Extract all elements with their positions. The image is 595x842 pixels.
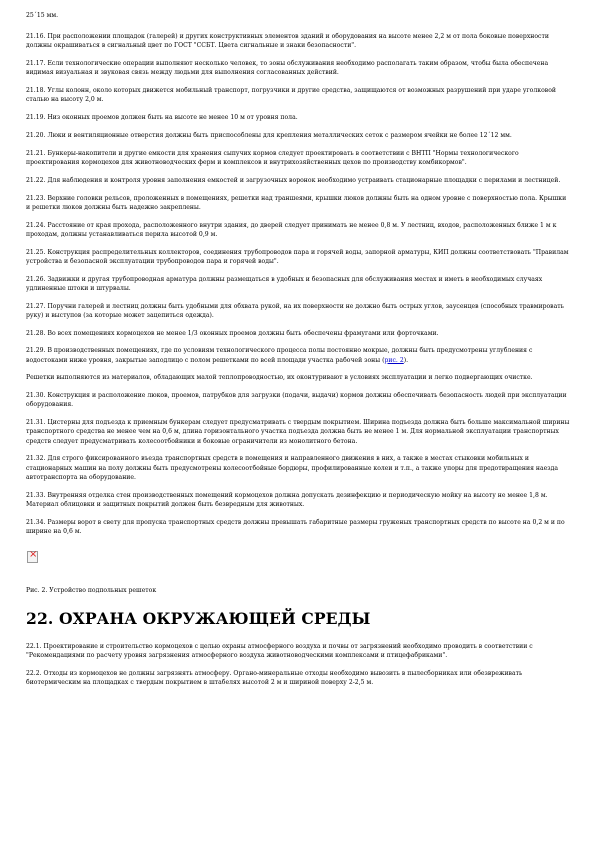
paragraphs-top xyxy=(26,11,570,338)
paragraph: 21.27. Поручни галерей и лестниц должны быть удобными для обхвата рукой, на их поверхности не должно быть острых углов, заусенцев (способных травмировать руку) и выступов (за которые может зацепиться одежда). xyxy=(26,302,565,319)
paragraph: 21.16. При расположении площадок (галерей) и других конструктивных элементов зданий и оборудования на высоте менее 2,2 м от пола боковые поверхности должны окрашиваться в сигнальный цвет по ГОСТ "ССБТ. Цвета сигнальные и знаки безопасности". xyxy=(26,33,549,50)
paragraph: 21.23. Верхние головки рельсов, проложенных в помещениях, решетки над траншеями, крышки люков должны быть на одном уровне с поверхностью пола. Крышки и решетки люков должны быть надежно закреплены. xyxy=(26,194,567,211)
paragraph: 21.32. Для строго фиксированного въезда транспортных средств в помещения и направленного движения в них, а также в местах стыковки мобильных и стационарных машин на полу должны быть предусмотрены колесоотбойные бордюры, профилированные колеи и т.п., а также упоры для предотвращения наезда автотранспорта на оборудование. xyxy=(26,455,559,481)
paragraph-text-end: ). xyxy=(403,356,409,364)
paragraph: 21.22. Для наблюдения и контроля уровня заполнения емкостей и загрузочных воронок необходимо устраивать стационарные площадки с перилами и лестницей. xyxy=(26,176,561,184)
paragraph: 21.28. Во всех помещениях кормоцехов не менее 1/3 оконных проемов должны быть обеспечены фрамугами или форточками. xyxy=(26,329,439,337)
paragraph: 21.19. Низ оконных проемов должен быть на высоте не менее 10 м от уровня пола. xyxy=(26,114,298,122)
paragraph: 25´15 мм. xyxy=(26,12,59,19)
paragraph: 21.21. Бункеры-накопители и другие емкости для хранения сыпучих кормов следует проектировать в соответствии с ВНТП "Нормы технологического проектирования кормоцехов для животноводческих ферм и комплексов и внутрихозяйственных цехов по производству комбикормов". xyxy=(26,149,519,166)
paragraph-21-29 xyxy=(26,346,570,364)
paragraph: 21.24. Расстояние от края прохода, расположенного внутри здания, до дверей следует принимать не менее 0,8 м. У лестниц, входов, расположенных ближе 1 м к проходам, должны устанавливаться перила высотой 0,9 м. xyxy=(26,221,557,238)
paragraph: 21.17. Если технологические операции выполняют несколько человек, то зоны обслуживания необходимо располагать таким образом, чтобы была обеспечена видимая визуальная и звуковая связь между людьми для выполнения согласованных действий. xyxy=(26,60,549,77)
paragraphs-bottom xyxy=(26,642,570,687)
section-heading: 22. ОХРАНА ОКРУЖАЮЩЕЙ СРЕДЫ xyxy=(26,608,371,628)
paragraph: Решетки выполняются из материалов, обладающих малой теплопроводностью, их оконтуривают в условиях эксплуатации и легко подвергающих очистке. xyxy=(26,374,533,382)
paragraphs-mid xyxy=(26,373,570,536)
broken-image-icon xyxy=(27,551,38,563)
paragraph-text: 21.29. В производственных помещениях, где по условиям технологического процесса полы постоянно мокрые, должны быть предусмотрены углубления с водостоками ниже уровня, закрытые заподлицо с полом решетками по всей площади участка рабочей зоны ( xyxy=(26,347,533,364)
figure-caption: Рис. 2. Устройство подпольных решеток xyxy=(26,586,157,594)
paragraph: 21.25. Конструкция распределительных коллекторов, соединения трубопроводов пара и горячей воды, запорной арматуры, КИП должны соответствовать "Правилам устройства и безопасной эксплуатации трубопроводов пара и горячей воды". xyxy=(26,248,569,265)
paragraph: 22.2. Отходы из кормоцехов не должны загрязнять атмосферу. Органо-минеральные отходы необходимо вывозить в пылесборниках или обезвреживать биотермическим на площадках с твердым покрытием в штабелях высотой 2 м и шириной поверху 2-2,5 м. xyxy=(26,669,523,686)
paragraph: 21.18. Углы колонн, около которых движется мобильный транспорт, погрузчики и другие средства, защищаются от возможных разрушений при ударе уголковой сталью на высоту 2,0 м. xyxy=(26,87,557,104)
paragraph: 22.1. Проектирование и строительство кормоцехов с целью охраны атмосферного воздуха и почвы от загрязнений необходимо проводить в соответствии с "Рекомендациями по расчету уровня загрязнения атмосферного воздуха животноводческими комплексами и птицефабриками". xyxy=(26,642,533,659)
paragraph: 21.34. Размеры ворот в свету для пропуска транспортных средств должны превышать габаритные размеры груженых транспортных средств по высоте на 0,2 м и по ширине на 0,6 м. xyxy=(26,518,565,535)
paragraph: 21.20. Люки и вентиляционные отверстия должны быть приспособлены для крепления металлических сеток с размером ячейки не более 12´12 мм. xyxy=(26,132,512,139)
document-page xyxy=(26,11,570,696)
figure-2 xyxy=(26,545,570,595)
paragraph: 21.33. Внутренняя отделка стен производственных помещений кормоцехов должна допускать дезинфекцию и периодическую мойку на высоту не менее 1,8 м. Материал облицовки и защитных покрытий должен быть безвредным для животных. xyxy=(26,491,548,508)
paragraph: 21.31. Цистерны для подъезда к приемным бункерам следует предусматривать с твердым покрытием. Ширина подъезда должна быть больше максимальной ширины транспортного средства не менее чем на 0,6 м, длина горизонтального участка подъезда должна быть не менее 1 м. Для нормальной эксплуатации транспортных средств следует предусматривать колесоотбойники и боковые ограничители из монолитного бетона. xyxy=(26,419,570,445)
paragraph: 21.30. Конструкция и расположение люков, проемов, патрубков для загрузки (подачи, выдачи) кормов должны обеспечивать безопасность людей при эксплуатации оборудования. xyxy=(26,392,567,409)
figure-2-link[interactable]: рис. 2 xyxy=(384,356,404,364)
paragraph: 21.26. Задвижки и другая трубопроводная арматура должны размещаться в удобных и безопасных для обслуживания местах и иметь в необходимых случаях удлиненные штоки и штурвалы. xyxy=(26,275,543,292)
